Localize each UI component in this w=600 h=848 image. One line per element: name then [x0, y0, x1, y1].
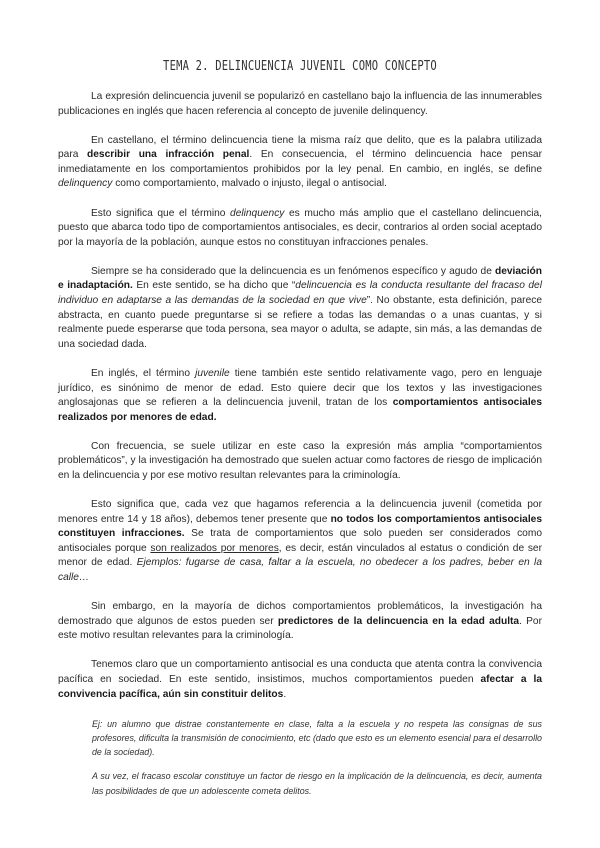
text: . En consecuencia, el término delincuencia hace pensar inmediatamente en los comportamientos prohibidos por la ley penal. En cambio, en inglés, se define	[58, 149, 542, 175]
text: En este sentido, se ha dicho que “	[132, 280, 296, 292]
bold-text: predictores de la delincuencia en la edad adulta	[277, 615, 520, 627]
text: Se trata de comportamientos que solo pueden ser considerados como antisociales porque	[58, 528, 542, 554]
paragraph-8	[58, 600, 542, 644]
example-note-1: Ej: un alumno que distrae constantemente en clase, falta a la escuela y no respeta las consignas de sus profesores, dificulta la transmisión de conocimiento, etc (dado que esto es un elemento esencial para el desarrollo de la sociedad).	[92, 718, 542, 758]
paragraph-4	[58, 265, 542, 353]
bold-text: describir una infracción penal	[87, 149, 250, 161]
paragraph-2	[58, 134, 542, 192]
bold-text: no todos los comportamientos antisociales constituyen infracciones.	[58, 513, 542, 540]
paragraph-9	[58, 658, 542, 702]
text: Esto significa que el término	[91, 207, 231, 219]
italic-quote: delincuencia es la conducta resultante del fracaso del individuo en adaptarse a las demandas de la sociedad en que vive	[58, 280, 542, 307]
bold-text: comportamientos antisociales realizados por menores de edad.	[58, 397, 542, 423]
bold-text: deviación e inadaptación.	[58, 265, 542, 292]
italic-text: delinquency	[230, 207, 285, 219]
example-note-2: A su vez, el fracaso escolar constituye un factor de riesgo en la implicación de la delincuencia, es decir, aumenta las posibilidades de que un adolescente cometa delitos.	[92, 771, 542, 796]
text: ”. No obstante, esta definición, parece abstracta, en cuanto puede preguntarse si se refiere a todas las demandas o a unas cuantas, y si realmente puede esperarse que toda persona, sea mayor o adulta, se adapte, sin más, a las demandas de una sociedad dada.	[58, 295, 542, 350]
text: Sin embargo, en la mayoría de dichos comportamientos problemáticos, la investigación ha demostrado que algunos de estos pueden ser	[58, 601, 542, 627]
italic-examples: Ejemplos: fugarse de casa, faltar a la escuela, no obedecer a los padres, beber en la calle…	[58, 557, 542, 584]
paragraph-3	[58, 207, 542, 251]
paragraph-5	[58, 367, 542, 425]
text: . Por este motivo resultan relevantes para la criminología.	[58, 615, 542, 642]
italic-text: juvenile	[195, 367, 230, 379]
document-body	[58, 90, 542, 808]
paragraph-1: La expresión delincuencia juvenil se popularizó en castellano bajo la influencia de las innumerables publicaciones en inglés que hacen referencia al concepto de juvenile delinquency.	[58, 91, 542, 117]
text: tiene también este sentido relativamente vago, pero en lenguaje jurídico, es sinónimo de menor de edad. Esto quiere decir que los textos y las investigaciones anglosajonas que se refieren a la delincuencia juvenil, tratan de los	[58, 367, 542, 409]
bold-text: afectar a la convivencia pacífica, aún sin constituir delitos	[58, 674, 542, 700]
page-title: TEMA 2. DELINCUENCIA JUVENIL COMO CONCEPTO	[163, 58, 437, 74]
paragraph-7	[58, 498, 542, 586]
text: En castellano, el término delincuencia tiene la misma raíz que delito, que es la palabra utilizada para	[58, 134, 542, 161]
text: .	[283, 688, 287, 700]
underlined-text: son realizados por menores	[150, 542, 279, 554]
text: es mucho más amplio que el castellano delincuencia, puesto que abarca todo tipo de comportamientos antisociales, es decir, contrarios al orden social aceptado por la mayoría de la población, aunque estos no constituyan infracciones penales.	[58, 207, 542, 248]
text: Tenemos claro que un comportamiento antisocial es una conducta que atenta contra la convivencia pacífica en sociedad. En este sentido, insistimos, muchos comportamientos pueden	[58, 659, 542, 685]
text: Esto significa que, cada vez que hagamos referencia a la delincuencia juvenil (cometida por menores entre 14 y 18 años), debemos tener presente que	[58, 499, 542, 525]
text: En inglés, el término	[91, 367, 196, 379]
text: , es decir, están vinculados al estatus o condición de ser menor de edad.	[58, 542, 542, 569]
text: como comportamiento, malvado o injusto, ilegal o antisocial.	[112, 178, 388, 190]
paragraph-6: Con frecuencia, se suele utilizar en este caso la expresión más amplia “comportamientos problemáticos”, y la investigación ha demostrado que suelen actuar como factores de riesgo de implicación en la delincuencia y por ese motivo resultan relevantes para la criminología.	[58, 440, 542, 481]
italic-text: delinquency	[58, 178, 113, 190]
text: Siempre se ha considerado que la delincuencia es un fenómenos específico y agudo de	[91, 265, 495, 277]
